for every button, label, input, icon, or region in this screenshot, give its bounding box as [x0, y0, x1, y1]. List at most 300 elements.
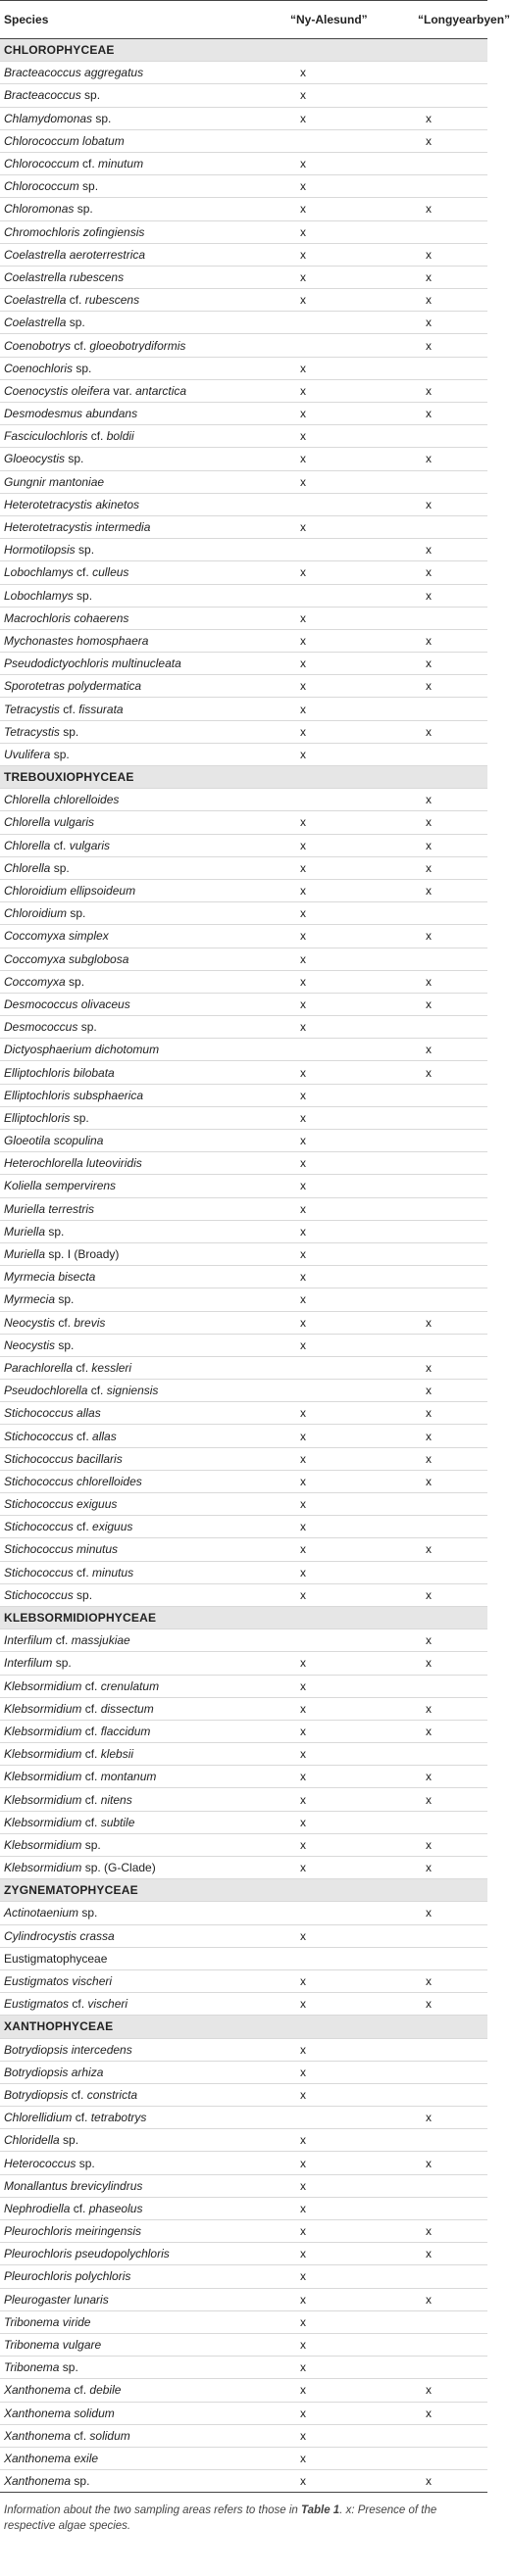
table-row: [0, 1652, 487, 1675]
species-name-italic: Klebsormidium: [4, 1678, 82, 1693]
species-name-qualifier: var.: [110, 383, 136, 398]
table-row: [0, 585, 487, 608]
table-row: [0, 221, 487, 244]
ny-alesund-presence: x: [300, 2314, 306, 2329]
species-name: [0, 1997, 263, 2011]
ny-alesund-presence: x: [300, 2201, 306, 2215]
species-name-epithet: allas: [92, 1429, 117, 1443]
species-name: [0, 793, 263, 806]
species-name-italic: Uvulifera: [4, 747, 51, 761]
species-name: [0, 1475, 263, 1488]
table-row: [0, 2129, 487, 2152]
table-row: [0, 2039, 487, 2062]
species-name: [0, 611, 263, 625]
table-row: [0, 1538, 487, 1561]
species-name-qualifier: cf.: [81, 1724, 101, 1738]
species-name-italic: Gloeocystis: [4, 452, 66, 466]
longyearbyen-column-header: “Longyearbyen”: [418, 13, 510, 26]
ny-alesund-presence: x: [300, 996, 306, 1011]
ny-alesund-presence: x: [300, 1701, 306, 1716]
table-row: [0, 1085, 487, 1107]
species-name-italic: Klebsormidium: [4, 1815, 82, 1829]
table-row: [0, 153, 487, 175]
species-name-italic: Muriella: [4, 1247, 46, 1262]
table-row: [0, 1629, 487, 1652]
species-name: [0, 2043, 263, 2057]
table-row: [0, 198, 487, 220]
table-row: [0, 880, 487, 902]
table-row: [0, 1312, 487, 1335]
ny-alesund-presence: x: [300, 702, 306, 716]
table-row: [0, 267, 487, 289]
table-row: [0, 608, 487, 630]
species-name-italic: Heterochlorella luteoviridis: [4, 1156, 142, 1171]
longyearbyen-presence: x: [426, 1633, 432, 1648]
species-name-qualifier: cf.: [66, 293, 85, 308]
species-name-italic: Botrydiopsis: [4, 2087, 69, 2102]
species-name: [0, 1633, 263, 1647]
species-name-epithet: rubescens: [84, 293, 140, 308]
species-name-qualifier: sp. (G-Clade): [81, 1861, 156, 1875]
species-column-header: Species: [4, 13, 49, 26]
ny-alesund-presence: x: [300, 293, 306, 308]
species-name: [0, 112, 263, 125]
table-row: [0, 1335, 487, 1357]
species-name: [0, 1270, 263, 1284]
species-name: [0, 270, 263, 284]
ny-alesund-presence: x: [300, 1497, 306, 1512]
ny-alesund-presence: x: [300, 452, 306, 466]
species-name: [0, 1974, 263, 1988]
table-row: [0, 1107, 487, 1130]
longyearbyen-presence: x: [426, 793, 432, 807]
species-name-qualifier: cf.: [52, 1633, 72, 1648]
species-name-italic: Eustigmatos vischeri: [4, 1974, 113, 1989]
section-header-row: [0, 1607, 487, 1629]
table-row: [0, 2289, 487, 2311]
species-name: [0, 248, 263, 262]
longyearbyen-presence: x: [426, 293, 432, 308]
table-row: [0, 1562, 487, 1584]
species-name-italic: Stichococcus bacillaris: [4, 1451, 123, 1466]
species-name: [0, 975, 263, 989]
species-name-italic: Chlorella: [4, 860, 51, 875]
species-name-qualifier: cf.: [87, 1384, 107, 1398]
ny-alesund-presence: x: [300, 610, 306, 625]
section-title: CHLOROPHYCEAE: [4, 43, 115, 58]
species-name-italic: Xanthonema: [4, 2428, 72, 2443]
species-name: [0, 475, 263, 489]
species-name-qualifier: sp.: [59, 2133, 79, 2148]
species-name: [0, 407, 263, 420]
table-row: [0, 2334, 487, 2357]
species-name-epithet: fissurata: [78, 702, 124, 716]
species-name-italic: Pleurochloris meiringensis: [4, 2224, 142, 2239]
longyearbyen-presence: x: [426, 1587, 432, 1602]
species-name-epithet: vischeri: [87, 1997, 128, 2012]
table-row: [0, 1970, 487, 1993]
species-name-italic: Chlamydomonas: [4, 111, 93, 125]
species-name-qualifier: sp.: [66, 316, 85, 330]
species-name: [0, 1089, 263, 1102]
longyearbyen-presence: x: [426, 1043, 432, 1057]
ny-alesund-presence: x: [300, 1270, 306, 1285]
ny-alesund-presence: x: [300, 1020, 306, 1035]
species-name: [0, 1430, 263, 1443]
species-name-qualifier: cf.: [81, 1701, 101, 1716]
species-name-italic: Stichococcus: [4, 1520, 74, 1534]
species-name-qualifier: cf.: [71, 338, 90, 353]
table-footnote: [0, 2492, 487, 2534]
ny-alesund-presence: x: [300, 361, 306, 375]
table-row: [0, 1766, 487, 1788]
longyearbyen-presence: x: [426, 1429, 432, 1443]
species-name-epithet: brevis: [74, 1315, 106, 1330]
species-name-italic: Neocystis: [4, 1315, 56, 1330]
table-row: [0, 2379, 487, 2402]
table-row: [0, 2403, 487, 2425]
table-row: [0, 1925, 487, 1948]
longyearbyen-presence: x: [426, 679, 432, 694]
longyearbyen-presence: x: [426, 1701, 432, 1716]
ny-alesund-presence: x: [300, 1247, 306, 1262]
species-name: [0, 634, 263, 648]
species-name-italic: Lobochlamys: [4, 588, 74, 603]
table-row: [0, 84, 487, 107]
ny-alesund-presence: x: [300, 1656, 306, 1671]
species-name: [0, 2474, 263, 2488]
ny-alesund-presence: x: [300, 520, 306, 535]
table-row: [0, 1676, 487, 1698]
longyearbyen-presence: x: [426, 111, 432, 125]
species-name-italic: Chlorella chlorelloides: [4, 793, 120, 807]
longyearbyen-presence: x: [426, 565, 432, 580]
table-row: [0, 2357, 487, 2379]
longyearbyen-presence: x: [426, 497, 432, 511]
table-row: [0, 1039, 487, 1061]
ny-alesund-presence: x: [300, 1474, 306, 1488]
ny-alesund-presence: x: [300, 2087, 306, 2102]
longyearbyen-presence: x: [426, 860, 432, 875]
species-name-italic: Stichococcus: [4, 1565, 74, 1580]
ny-alesund-presence: x: [300, 679, 306, 694]
ny-alesund-presence: x: [300, 1565, 306, 1580]
table-row: [0, 2470, 487, 2493]
ny-alesund-presence: x: [300, 2428, 306, 2443]
species-name-qualifier: sp.: [65, 974, 85, 989]
species-name-italic: Xanthonema: [4, 2383, 72, 2398]
species-name: [0, 1134, 263, 1147]
ny-alesund-presence: x: [300, 2451, 306, 2465]
longyearbyen-presence: x: [426, 1360, 432, 1375]
species-name-italic: Chlorococcum: [4, 179, 79, 194]
species-name-italic: Klebsormidium: [4, 1770, 82, 1784]
species-name-italic: Dictyosphaerium dichotomum: [4, 1043, 160, 1057]
table-row: [0, 130, 487, 153]
species-name: [0, 2406, 263, 2420]
species-name: [0, 2088, 263, 2102]
species-name-qualifier: sp.: [59, 2360, 78, 2375]
longyearbyen-presence: x: [426, 724, 432, 739]
species-name-italic: Bracteacoccus aggregatus: [4, 66, 144, 80]
section-title: KLEBSORMIDIOPHYCEAE: [4, 1611, 157, 1626]
species-name-italic: Desmococcus olivaceus: [4, 996, 130, 1011]
ny-alesund-presence: x: [300, 860, 306, 875]
species-name: [0, 2338, 263, 2352]
species-name: [0, 316, 263, 329]
ny-alesund-presence: x: [300, 2224, 306, 2239]
ny-alesund-presence: x: [300, 2406, 306, 2420]
species-name-epithet: dissectum: [100, 1701, 154, 1716]
species-name: [0, 1338, 263, 1352]
table-row: [0, 1152, 487, 1175]
longyearbyen-presence: x: [426, 1792, 432, 1807]
species-name: [0, 725, 263, 739]
species-name-italic: Gungnir mantoniae: [4, 474, 105, 489]
species-name: [0, 1043, 263, 1056]
species-name-qualifier: sp.: [50, 860, 70, 875]
table-row: [0, 539, 487, 561]
species-name: [0, 2224, 263, 2238]
species-name-italic: Hormotilopsis: [4, 543, 76, 558]
ny-alesund-presence: x: [300, 974, 306, 989]
species-name: [0, 1111, 263, 1125]
ny-alesund-presence: x: [300, 2338, 306, 2353]
longyearbyen-presence: x: [426, 2111, 432, 2125]
ny-alesund-presence: x: [300, 565, 306, 580]
species-name: [0, 589, 263, 603]
species-name-italic: Elliptochloris: [4, 1110, 71, 1125]
ny-alesund-presence: x: [300, 747, 306, 761]
species-name-qualifier: cf.: [59, 702, 79, 716]
longyearbyen-presence: x: [426, 929, 432, 944]
species-name-italic: Coelastrella: [4, 293, 67, 308]
species-name-italic: Coenochloris: [4, 361, 74, 375]
species-name-italic: Muriella: [4, 1224, 46, 1239]
species-name: [0, 384, 263, 398]
ny-alesund-presence: x: [300, 383, 306, 398]
table-row: [0, 1788, 487, 1811]
ny-alesund-presence: x: [300, 1678, 306, 1693]
species-name-qualifier: sp.: [70, 1110, 89, 1125]
table-row: [0, 62, 487, 84]
longyearbyen-presence: x: [426, 2292, 432, 2307]
species-name-italic: Stichococcus chlorelloides: [4, 1474, 142, 1488]
species-name-qualifier: cf.: [55, 1315, 75, 1330]
table-row: [0, 1425, 487, 1447]
species-name: [0, 1861, 263, 1874]
table-row: [0, 1493, 487, 1516]
ny-alesund-presence: x: [300, 2065, 306, 2079]
longyearbyen-presence: x: [426, 838, 432, 852]
species-name-qualifier: sp.: [59, 724, 79, 739]
species-name: [0, 1384, 263, 1397]
table-row: [0, 2311, 487, 2334]
species-name-italic: Coelastrella: [4, 316, 67, 330]
species-name-italic: Heterotetracystis akinetos: [4, 497, 140, 511]
species-name: [0, 1906, 263, 1920]
species-name-epithet: gloeobotrydiformis: [89, 338, 186, 353]
table-row: [0, 1061, 487, 1084]
species-name-italic: Nephrodiella: [4, 2201, 71, 2215]
longyearbyen-presence: x: [426, 1384, 432, 1398]
table-row: [0, 630, 487, 653]
species-name: [0, 1066, 263, 1080]
ny-alesund-presence: x: [300, 656, 306, 671]
species-name: [0, 1838, 263, 1852]
species-name: [0, 861, 263, 875]
species-name-italic: Sporotetras polydermatica: [4, 679, 142, 694]
section-header-row: [0, 39, 487, 62]
species-name-qualifier: cf.: [78, 157, 99, 171]
species-name-qualifier: sp.: [73, 361, 92, 375]
species-name: [0, 452, 263, 465]
table-row: [0, 2425, 487, 2448]
species-name-italic: Xanthonema solidum: [4, 2406, 115, 2420]
ny-alesund-presence: x: [300, 2383, 306, 2398]
longyearbyen-presence: x: [426, 543, 432, 558]
table-row: [0, 1721, 487, 1743]
table-row: [0, 2152, 487, 2174]
species-name-italic: Parachlorella: [4, 1360, 74, 1375]
table-row: [0, 653, 487, 675]
species-name: [0, 2066, 263, 2079]
table-row: [0, 1380, 487, 1402]
species-name-qualifier: cf.: [68, 2087, 87, 2102]
longyearbyen-presence: x: [426, 2247, 432, 2261]
species-name-italic: Coenobotrys: [4, 338, 72, 353]
table-row: [0, 425, 487, 448]
species-name-epithet: vulgaris: [69, 838, 111, 852]
species-name-qualifier: sp.: [78, 1906, 98, 1920]
ny-alesund-presence: x: [300, 1792, 306, 1807]
table-row: [0, 835, 487, 857]
table-row: [0, 516, 487, 539]
species-name-qualifier: sp.: [80, 88, 101, 103]
species-name: [0, 429, 263, 443]
species-name: [0, 906, 263, 920]
ny-alesund-presence: x: [300, 906, 306, 921]
ny-alesund-presence: x: [300, 2133, 306, 2148]
longyearbyen-presence: x: [426, 452, 432, 466]
section-title: ZYGNEMATOPHYCEAE: [4, 1883, 138, 1898]
species-name-qualifier: cf.: [69, 1997, 88, 2012]
ny-alesund-presence: x: [300, 2156, 306, 2170]
species-name-italic: Pseudochlorella: [4, 1384, 88, 1398]
footnote-table-ref: Table 1: [301, 2504, 340, 2517]
species-name-epithet: signiensis: [106, 1384, 159, 1398]
species-name-italic: Macrochloris cohaerens: [4, 610, 129, 625]
species-name-italic: Gloeotila scopulina: [4, 1134, 104, 1148]
species-name: [0, 202, 263, 216]
species-name-italic: Stichococcus: [4, 1587, 74, 1602]
table-row: [0, 744, 487, 766]
species-name: [0, 1225, 263, 1239]
species-name-qualifier: sp. I (Broady): [45, 1247, 120, 1262]
table-row: [0, 1516, 487, 1538]
species-name: [0, 748, 263, 761]
species-name-qualifier: cf.: [73, 1429, 93, 1443]
table-row: [0, 1016, 487, 1039]
ny-alesund-presence: x: [300, 88, 306, 103]
table-row: [0, 448, 487, 470]
table-row: [0, 1834, 487, 1857]
species-name-italic: Elliptochloris bilobata: [4, 1065, 115, 1080]
species-name: [0, 929, 263, 943]
species-name-epithet: minutum: [98, 157, 144, 171]
longyearbyen-presence: x: [426, 1065, 432, 1080]
species-name: [0, 1316, 263, 1330]
table-row: [0, 698, 487, 720]
species-name-qualifier: cf.: [72, 2111, 91, 2125]
species-name-italic: Pleurochloris polychloris: [4, 2269, 131, 2284]
species-name: [0, 952, 263, 966]
species-name-qualifier: cf.: [81, 1792, 101, 1807]
species-name-qualifier: cf.: [73, 1520, 93, 1534]
species-name-italic: Tetracystis: [4, 702, 60, 716]
species-name-italic: Chloroidium ellipsoideum: [4, 884, 136, 899]
species-name-epithet: exiguus: [92, 1520, 133, 1534]
ny-alesund-presence: x: [300, 1451, 306, 1466]
species-name: [0, 1747, 263, 1761]
species-name-qualifier: sp.: [45, 1224, 65, 1239]
species-name-italic: Xanthonema: [4, 2474, 72, 2489]
ny-alesund-presence: x: [300, 1179, 306, 1193]
species-name-italic: Tetracystis: [4, 724, 60, 739]
ny-alesund-presence: x: [300, 1315, 306, 1330]
species-name: [0, 1656, 263, 1670]
species-name-italic: Heterococcus: [4, 2156, 76, 2170]
species-name-italic: Chlorococcum: [4, 157, 79, 171]
species-name-italic: Klebsormidium: [4, 1701, 82, 1716]
table-row: [0, 471, 487, 494]
species-name-italic: Desmodesmus abundans: [4, 407, 138, 421]
species-name-italic: Bracteacoccus: [4, 88, 81, 103]
table-row: [0, 789, 487, 811]
ny-alesund-presence: x: [300, 1429, 306, 1443]
species-name-italic: Chlorella vulgaris: [4, 815, 95, 830]
species-name-epithet: debile: [89, 2383, 122, 2398]
ny-alesund-presence: x: [300, 1088, 306, 1102]
longyearbyen-presence: x: [426, 2383, 432, 2398]
species-name: [0, 179, 263, 193]
ny-alesund-presence: x: [300, 2042, 306, 2057]
species-name: [0, 1588, 263, 1602]
section-header-row: [0, 1879, 487, 1902]
table-row: [0, 2062, 487, 2084]
table-row: [0, 175, 487, 198]
species-name-qualifier: cf.: [70, 2201, 89, 2215]
table-row: [0, 1948, 487, 1970]
ny-alesund-presence: x: [300, 838, 306, 852]
species-name-qualifier: cf.: [81, 1815, 101, 1829]
table-row: [0, 1198, 487, 1221]
species-name: [0, 2247, 263, 2260]
species-name-qualifier: sp.: [74, 202, 93, 217]
species-name-italic: Pleurogaster lunaris: [4, 2292, 109, 2307]
species-name-italic: Tribonema viride: [4, 2314, 91, 2329]
species-name: [0, 2179, 263, 2193]
longyearbyen-presence: x: [426, 407, 432, 421]
ny-alesund-presence: x: [300, 202, 306, 217]
table-body: [0, 39, 487, 2493]
species-name-qualifier: sp.: [78, 179, 99, 194]
species-name: [0, 1202, 263, 1216]
table-row: [0, 1584, 487, 1607]
species-name-epithet: crenulatum: [100, 1678, 160, 1693]
species-name: [0, 1156, 263, 1170]
longyearbyen-presence: x: [426, 383, 432, 398]
